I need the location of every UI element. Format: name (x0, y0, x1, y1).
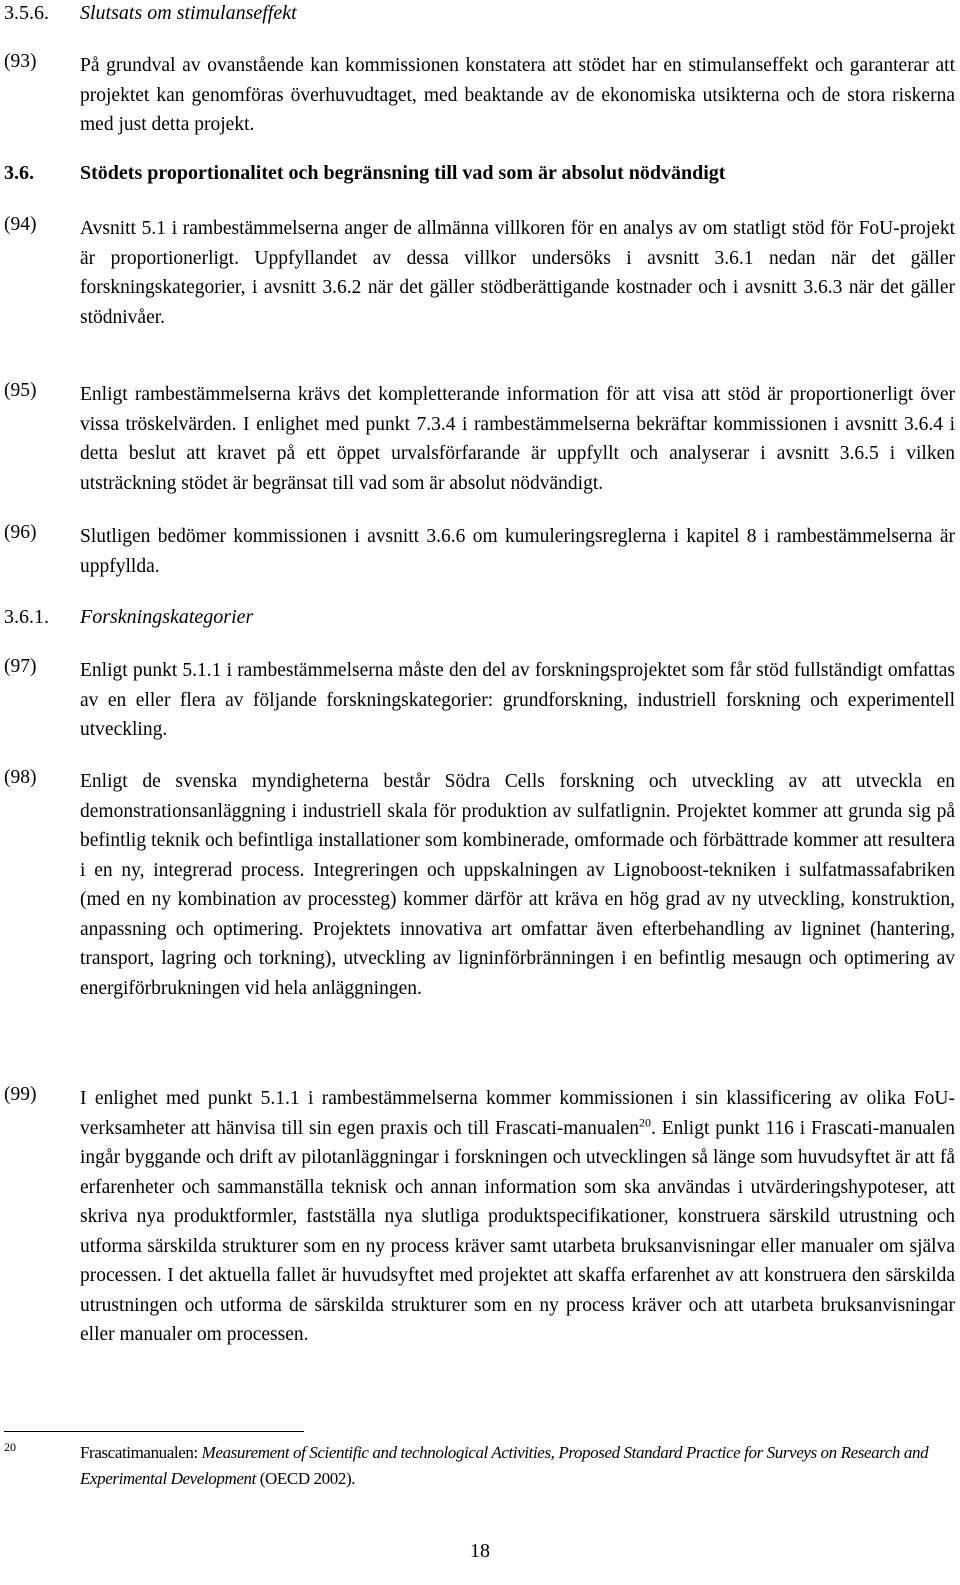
section-heading-3-6 (4, 162, 725, 185)
footnote-title: Measurement of Scientific and technological Activities, Proposed Standard Practice for Surveys on Research and Experimental Development (80, 1443, 929, 1488)
paragraph-number: (99) (4, 1084, 37, 1105)
paragraph-98 (4, 767, 955, 1003)
footnote-text (80, 1440, 955, 1492)
footnote-number: 20 (4, 1440, 16, 1454)
footnote-reference[interactable]: 20 (639, 1115, 652, 1129)
paragraph-text: På grundval av ovanstående kan kommissionen konstatera att stödet har en stimulanseffekt och garanterar att projektet kan genomföras överhuvudtaget, med beaktande av de ekonomiska utsikterna och de stora riskerna med just detta projekt. (80, 55, 955, 135)
paragraph-number: (94) (4, 214, 37, 235)
footnote-tail: (OECD 2002). (255, 1469, 356, 1488)
paragraph-text: Avsnitt 5.1 i rambestämmelserna anger de allmänna villkoren för en analys av om statligt stöd för FoU-projekt är proportionerligt. Uppfyllandet av dessa villkor undersöks i avsnitt 3.6.1 nedan när det gäller forskningskategorier, i avsnitt 3.6.2 när det gäller stödberättigande kostnader och i avsnitt 3.6.3 när det gäller stödnivåer. (80, 218, 955, 328)
section-title: Forskningskategorier (80, 606, 254, 628)
paragraph-97 (4, 656, 955, 745)
paragraph-95 (4, 380, 955, 498)
paragraph-number: (95) (4, 380, 37, 401)
section-heading-3-6-1 (4, 606, 253, 629)
paragraph-text: Enligt punkt 5.1.1 i rambestämmelserna måste den del av forskningsprojektet som får stöd fullständigt omfattas av en eller flera av följande forskningskategorier: grundforskning, industriell forskning och experimentell utveckling. (80, 660, 955, 740)
paragraph-99 (4, 1084, 955, 1350)
page-number: 18 (470, 1540, 490, 1562)
paragraph-number: (96) (4, 522, 37, 543)
paragraph-text: Slutligen bedömer kommissionen i avsnitt 3.6.6 om kumuleringsreglerna i kapitel 8 i rambestämmelserna är uppfyllda. (80, 526, 955, 577)
paragraph-93 (4, 51, 955, 140)
footnote-separator (4, 1431, 304, 1432)
section-number: 3.6.1. (4, 606, 49, 628)
paragraph-number: (97) (4, 656, 37, 677)
footnote-label: Frascatimanualen: (80, 1443, 202, 1462)
paragraph-text-part: . Enligt punkt 116 i Frascati-manualen ingår byggande och drift av pilotanläggningar i forskningen och utvecklingen så länge som huvudsyftet är att få erfarenheter och sammanställa teknisk och annan information som ska användas i utvärderingshypoteser, att skriva nya produktformler, fastställa nya slutliga produktspecifikationer, konstruera särskild utrustning och utforma särskilda strukturer som en ny process kräver samt utarbeta bruksanvisningar eller manualer om själva processen. I det aktuella fallet är huvudsyftet med projektet att skaffa erfarenhet av att konstruera den särskilda utrustningen och utforma de särskilda strukturer som en ny process kräver och att utarbeta bruksanvisningar eller manualer om processen. (80, 1117, 955, 1345)
paragraph-text-part: I enlighet med punkt 5.1.1 i rambestämmelserna kommer kommissionen i sin klassificering av olika FoU-verksamheter att hänvisa till sin egen praxis och till Frascati-manualen (80, 1088, 955, 1139)
section-title: Slutsats om stimulanseffekt (80, 2, 297, 24)
section-heading-3-5-6 (4, 2, 297, 25)
section-number: 3.6. (4, 162, 34, 184)
paragraph-number: (98) (4, 767, 37, 788)
section-title: Stödets proportionalitet och begränsning till vad som är absolut nödvändigt (80, 162, 726, 184)
paragraph-96 (4, 522, 955, 581)
paragraph-text (80, 1084, 955, 1350)
footnote-20 (4, 1440, 955, 1492)
section-number: 3.5.6. (4, 2, 49, 24)
paragraph-text: Enligt rambestämmelserna krävs det kompletterande information för att visa att stöd är proportionerligt över vissa tröskelvärden. I enlighet med punkt 7.3.4 i rambestämmelserna bekräftar kommissionen i avsnitt 3.6.4 i detta beslut att kravet på ett öppet urvalsförfarande är uppfyllt och analyserar i avsnitt 3.6.5 i vilken utsträckning stödet är begränsat till vad som är absolut nödvändigt. (80, 384, 955, 494)
paragraph-94 (4, 214, 955, 332)
paragraph-number: (93) (4, 51, 37, 72)
paragraph-text: Enligt de svenska myndigheterna består Södra Cells forskning och utveckling av att utveckla en demonstrationsanläggning i industriell skala för produktion av sulfatlignin. Projektet kommer att grunda sig på befintlig teknik och befintliga installationer som kombinerade, omformade och förbättrade kommer att resultera i en ny, integrerad process. Integreringen och uppskalningen av Lignoboost-tekniken i sulfatmassafabriken (med en ny kombination av processteg) kommer därför att kräva en hög grad av ny utveckling, konstruktion, anpassning och optimering. Projektets innovativa art omfattar även efterbehandling av ligninet (hantering, transport, lagring och torkning), utveckling av ligninförbränningen i en befintlig mesaugn och optimering av energiförbrukningen vid hela anläggningen. (80, 771, 955, 999)
